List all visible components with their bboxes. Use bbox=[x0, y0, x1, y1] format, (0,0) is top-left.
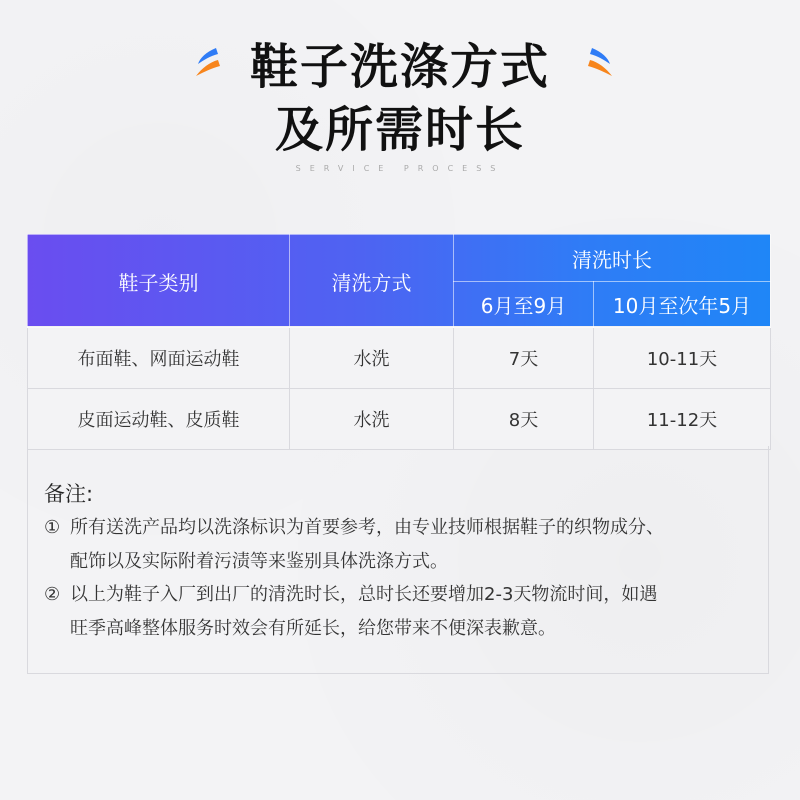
header-period-summer: 6月至9月 bbox=[454, 282, 594, 328]
page-subtitle: SERVICE PROCESS bbox=[295, 164, 505, 173]
table-row bbox=[28, 389, 771, 450]
note-text-line2: 旺季高峰整体服务时效会有所延长，给您带来不便深表歉意。 bbox=[70, 618, 556, 639]
cell-method: 水洗 bbox=[290, 389, 454, 450]
note-item bbox=[44, 578, 759, 646]
cell-method: 水洗 bbox=[290, 328, 454, 389]
cell-category: 布面鞋、网面运动鞋 bbox=[28, 328, 290, 389]
page-title-line1: 鞋子洗涤方式 bbox=[249, 39, 550, 95]
note-text-line2: 配饰以及实际附着污渍等来鉴别具体洗涤方式。 bbox=[70, 551, 448, 572]
wash-duration-table bbox=[27, 234, 771, 450]
note-text-line1: 以上为鞋子入厂到出厂的清洗时长，总时长还要增加2-3天物流时间，如遇 bbox=[70, 584, 658, 605]
header-category: 鞋子类别 bbox=[28, 235, 290, 328]
table-row bbox=[28, 328, 771, 389]
cell-period2: 10-11天 bbox=[594, 328, 771, 389]
header-period-winter: 10月至次年5月 bbox=[594, 282, 771, 328]
note-number: ② bbox=[44, 584, 61, 605]
cell-period1: 8天 bbox=[454, 389, 594, 450]
cell-period2: 11-12天 bbox=[594, 389, 771, 450]
notes-title: 备注: bbox=[44, 482, 94, 506]
page-title-line2: 及所需时长 bbox=[274, 102, 525, 158]
header-method: 清洗方式 bbox=[290, 235, 454, 328]
cell-category: 皮面运动鞋、皮质鞋 bbox=[28, 389, 290, 450]
cell-period1: 7天 bbox=[454, 328, 594, 389]
note-text-line1: 所有送洗产品均以洗涤标识为首要参考，由专业技师根据鞋子的织物成分、 bbox=[70, 517, 664, 538]
note-item bbox=[44, 511, 759, 579]
header-duration: 清洗时长 bbox=[454, 235, 771, 282]
note-number: ① bbox=[44, 517, 61, 538]
